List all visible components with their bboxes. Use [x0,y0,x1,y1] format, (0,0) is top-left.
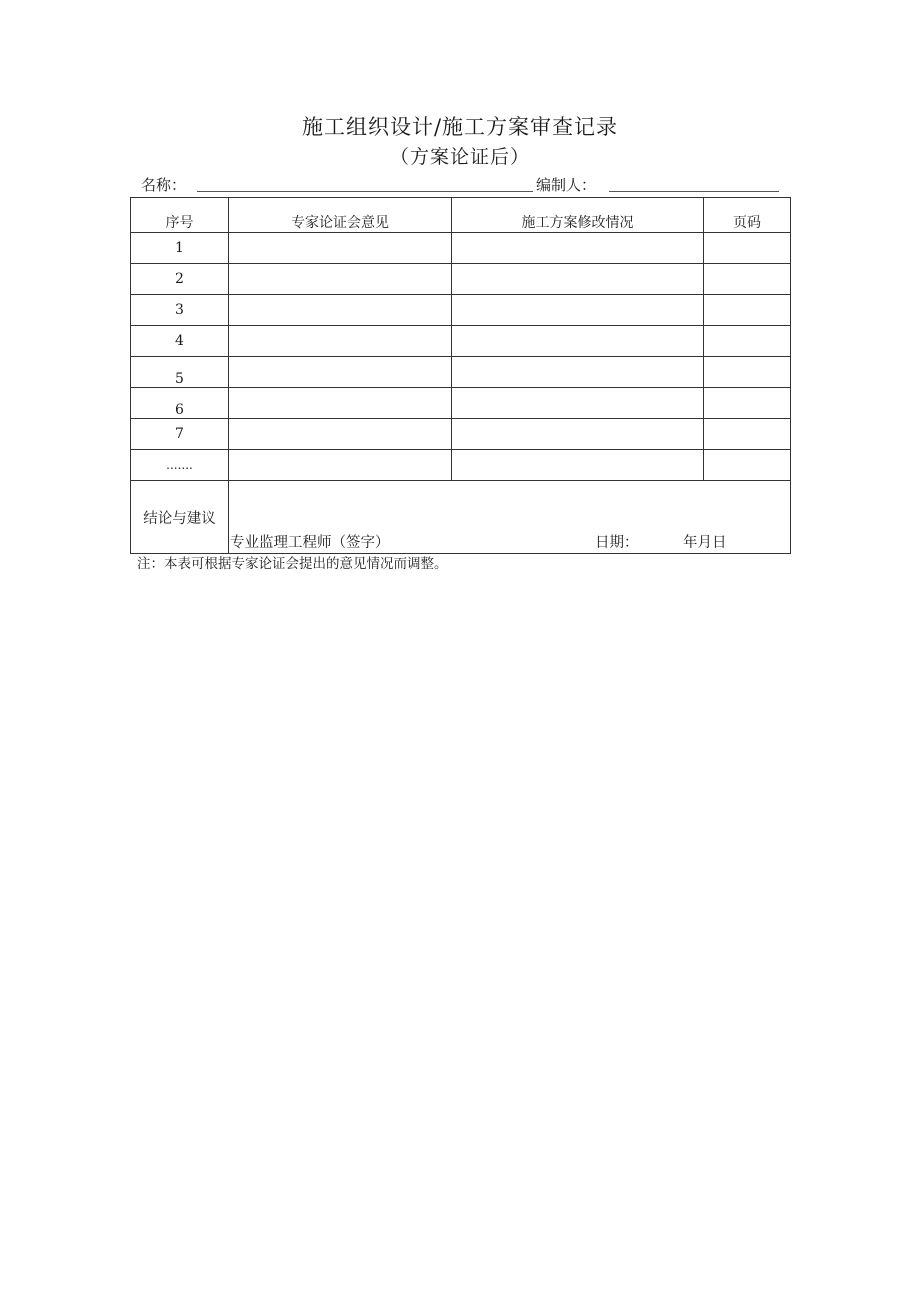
name-label: 名称： [141,176,187,194]
footnote: 注：本表可根据专家论证会提出的意见情况而调整。 [137,556,448,572]
header-page: 页码 [704,198,791,233]
table-row [131,264,791,295]
expert-opinion-cell[interactable] [229,388,452,419]
row-seq: 1 [131,233,229,264]
ymd-label: 年月日 [683,535,727,551]
page-cell[interactable] [704,264,791,295]
row-seq: 6 [131,388,229,419]
page-cell[interactable] [704,326,791,357]
table-header-row [131,198,791,233]
conclusion-cell[interactable] [229,481,791,554]
table-row [131,295,791,326]
revision-status-cell[interactable] [452,326,704,357]
page-cell[interactable] [704,419,791,450]
row-seq: 4 [131,326,229,357]
conclusion-label: 结论与建议 [131,481,229,554]
header-seq: 序号 [131,198,229,233]
date-label: 日期： [595,535,639,551]
document-subtitle: （方案论证后） [389,146,530,168]
expert-opinion-cell[interactable] [229,357,452,388]
revision-status-cell[interactable] [452,295,704,326]
row-seq: 5 [131,357,229,388]
table-row [131,419,791,450]
author-label: 编制人： [536,176,597,194]
signature-label: 专业监理工程师（签字） [230,535,390,551]
header-fields [0,174,920,196]
table-row [131,450,791,481]
table-row [131,388,791,419]
name-field[interactable] [197,191,533,192]
page-cell[interactable] [704,233,791,264]
revision-status-cell[interactable] [452,419,704,450]
conclusion-row [131,481,791,554]
author-field[interactable] [609,191,779,192]
expert-opinion-cell[interactable] [229,295,452,326]
expert-opinion-cell[interactable] [229,326,452,357]
review-record-table [130,197,791,554]
revision-status-cell[interactable] [452,264,704,295]
page-cell[interactable] [704,450,791,481]
row-seq: 2 [131,264,229,295]
expert-opinion-cell[interactable] [229,264,452,295]
revision-status-cell[interactable] [452,450,704,481]
revision-status-cell[interactable] [452,233,704,264]
expert-opinion-cell[interactable] [229,233,452,264]
revision-status-cell[interactable] [452,388,704,419]
table-row [131,326,791,357]
table-row [131,357,791,388]
page-cell[interactable] [704,357,791,388]
header-revision-status: 施工方案修改情况 [452,198,704,233]
header-expert-opinion: 专家论证会意见 [229,198,452,233]
expert-opinion-cell[interactable] [229,419,452,450]
expert-opinion-cell[interactable] [229,450,452,481]
row-seq: 7 [131,419,229,450]
page-cell[interactable] [704,295,791,326]
row-seq: 3 [131,295,229,326]
row-seq: ....... [131,450,229,481]
page-cell[interactable] [704,388,791,419]
document-title: 施工组织设计/施工方案审查记录 [301,115,619,139]
revision-status-cell[interactable] [452,357,704,388]
table-row [131,233,791,264]
